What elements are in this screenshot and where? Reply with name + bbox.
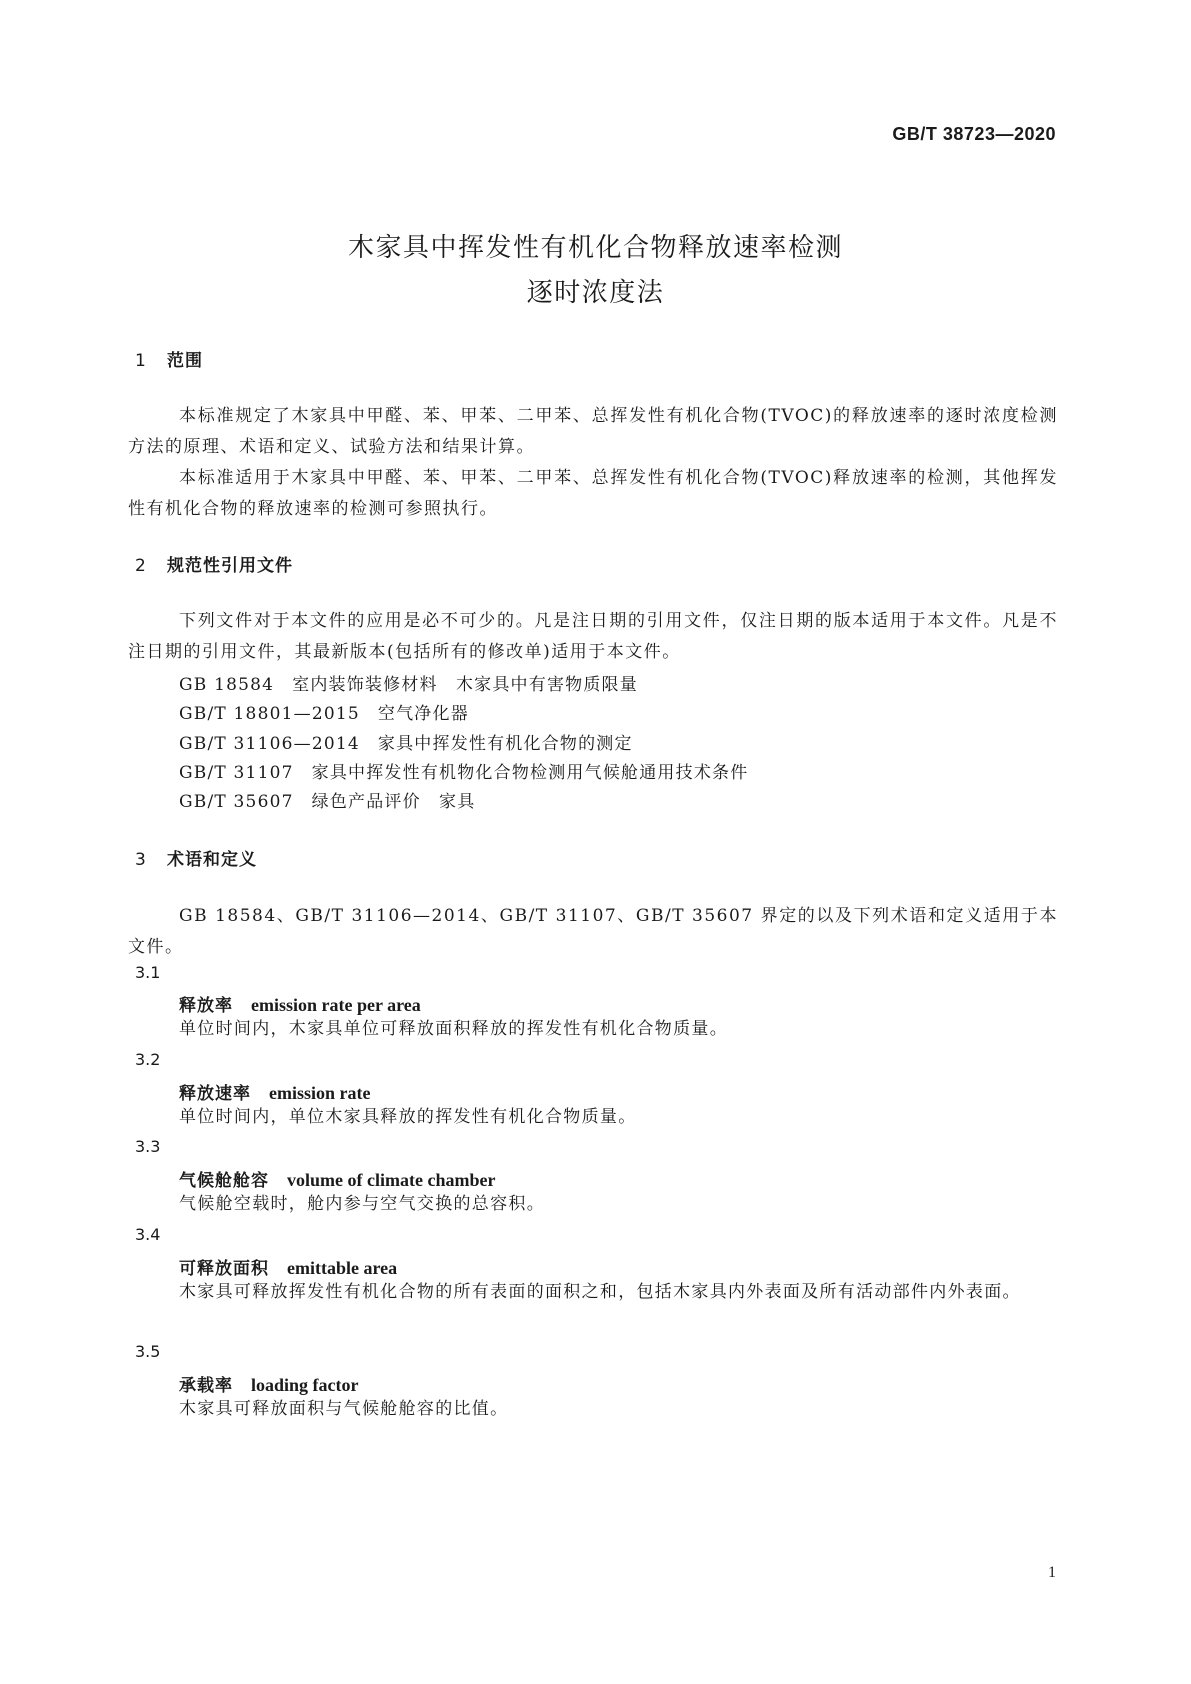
term-definition: 单位时间内，单位木家具释放的挥发性有机化合物质量。 bbox=[179, 1107, 637, 1127]
reference-item bbox=[179, 670, 638, 695]
term-heading bbox=[179, 991, 421, 1016]
scope-paragraph-1: 本标准规定了木家具中甲醛、苯、甲苯、二甲苯、总挥发性有机化合物(TVOC)的释放速率的逐时浓度检测方法的原理、术语和定义、试验方法和结果计算。 bbox=[128, 406, 1058, 457]
reference-title: 家具中挥发性有机物化合物检测用气候舱通用技术条件 bbox=[311, 763, 749, 783]
term-english: loading factor bbox=[251, 1375, 359, 1395]
term-chinese: 释放率 bbox=[179, 996, 233, 1016]
section-1-heading bbox=[135, 346, 203, 371]
reference-item bbox=[179, 758, 748, 783]
term-chinese: 可释放面积 bbox=[179, 1259, 269, 1279]
reference-title: 绿色产品评价 家具 bbox=[311, 792, 476, 812]
terms-intro: GB 18584、GB/T 31106—2014、GB/T 31107、GB/T 35607 界定的以及下列术语和定义适用于本文件。 bbox=[128, 906, 1058, 957]
term-number: 3.5 bbox=[135, 1342, 161, 1361]
term-english: emission rate per area bbox=[251, 995, 421, 1015]
document-title-line-2: 逐时浓度法 bbox=[526, 278, 665, 308]
term-english: emission rate bbox=[269, 1083, 371, 1103]
term-definition: 单位时间内，木家具单位可释放面积释放的挥发性有机化合物质量。 bbox=[179, 1019, 728, 1039]
section-title: 规范性引用文件 bbox=[167, 556, 293, 576]
reference-code: GB/T 31106—2014 bbox=[179, 734, 360, 754]
reference-title: 家具中挥发性有机化合物的测定 bbox=[377, 734, 633, 754]
reference-title: 空气净化器 bbox=[377, 704, 469, 724]
section-number: 1 bbox=[135, 351, 147, 371]
term-heading bbox=[179, 1166, 495, 1191]
term-heading bbox=[179, 1254, 397, 1279]
reference-code: GB/T 31107 bbox=[179, 763, 294, 783]
term-heading bbox=[179, 1371, 359, 1396]
reference-code: GB 18584 bbox=[179, 675, 275, 695]
page-number: 1 bbox=[1048, 1564, 1056, 1581]
term-heading bbox=[179, 1079, 370, 1104]
term-chinese: 释放速率 bbox=[179, 1084, 251, 1104]
term-number: 3.1 bbox=[135, 963, 161, 982]
term-definition: 木家具可释放挥发性有机化合物的所有表面的面积之和，包括木家具内外表面及所有活动部件内外表面。 bbox=[179, 1282, 1021, 1302]
term-english: emittable area bbox=[287, 1258, 398, 1278]
normative-references-intro: 下列文件对于本文件的应用是必不可少的。凡是注日期的引用文件，仅注日期的版本适用于本文件。凡是不注日期的引用文件，其最新版本(包括所有的修改单)适用于本文件。 bbox=[128, 611, 1058, 662]
section-2-heading bbox=[135, 551, 293, 576]
term-chinese: 承载率 bbox=[179, 1376, 233, 1396]
reference-item bbox=[179, 729, 633, 754]
reference-item bbox=[179, 699, 469, 724]
section-title: 范围 bbox=[167, 351, 203, 371]
section-number: 2 bbox=[135, 556, 147, 576]
term-chinese: 气候舱舱容 bbox=[179, 1171, 269, 1191]
term-english: volume of climate chamber bbox=[287, 1170, 496, 1190]
term-definition: 木家具可释放面积与气候舱舱容的比值。 bbox=[179, 1399, 509, 1419]
reference-code: GB/T 18801—2015 bbox=[179, 704, 360, 724]
scope-paragraph-2: 本标准适用于木家具中甲醛、苯、甲苯、二甲苯、总挥发性有机化合物(TVOC)释放速率的检测，其他挥发性有机化合物的释放速率的检测可参照执行。 bbox=[128, 468, 1058, 519]
standard-number: GB/T 38723—2020 bbox=[892, 124, 1056, 144]
reference-title: 室内装饰装修材料 木家具中有害物质限量 bbox=[292, 675, 638, 695]
term-definition: 气候舱空载时，舱内参与空气交换的总容积。 bbox=[179, 1194, 545, 1214]
section-title: 术语和定义 bbox=[167, 850, 257, 870]
document-title-line-1: 木家具中挥发性有机化合物释放速率检测 bbox=[347, 233, 843, 263]
term-number: 3.3 bbox=[135, 1137, 161, 1156]
term-number: 3.2 bbox=[135, 1050, 161, 1069]
reference-code: GB/T 35607 bbox=[179, 792, 294, 812]
reference-item bbox=[179, 787, 475, 812]
term-number: 3.4 bbox=[135, 1225, 161, 1244]
section-3-heading bbox=[135, 845, 257, 870]
section-number: 3 bbox=[135, 850, 147, 870]
